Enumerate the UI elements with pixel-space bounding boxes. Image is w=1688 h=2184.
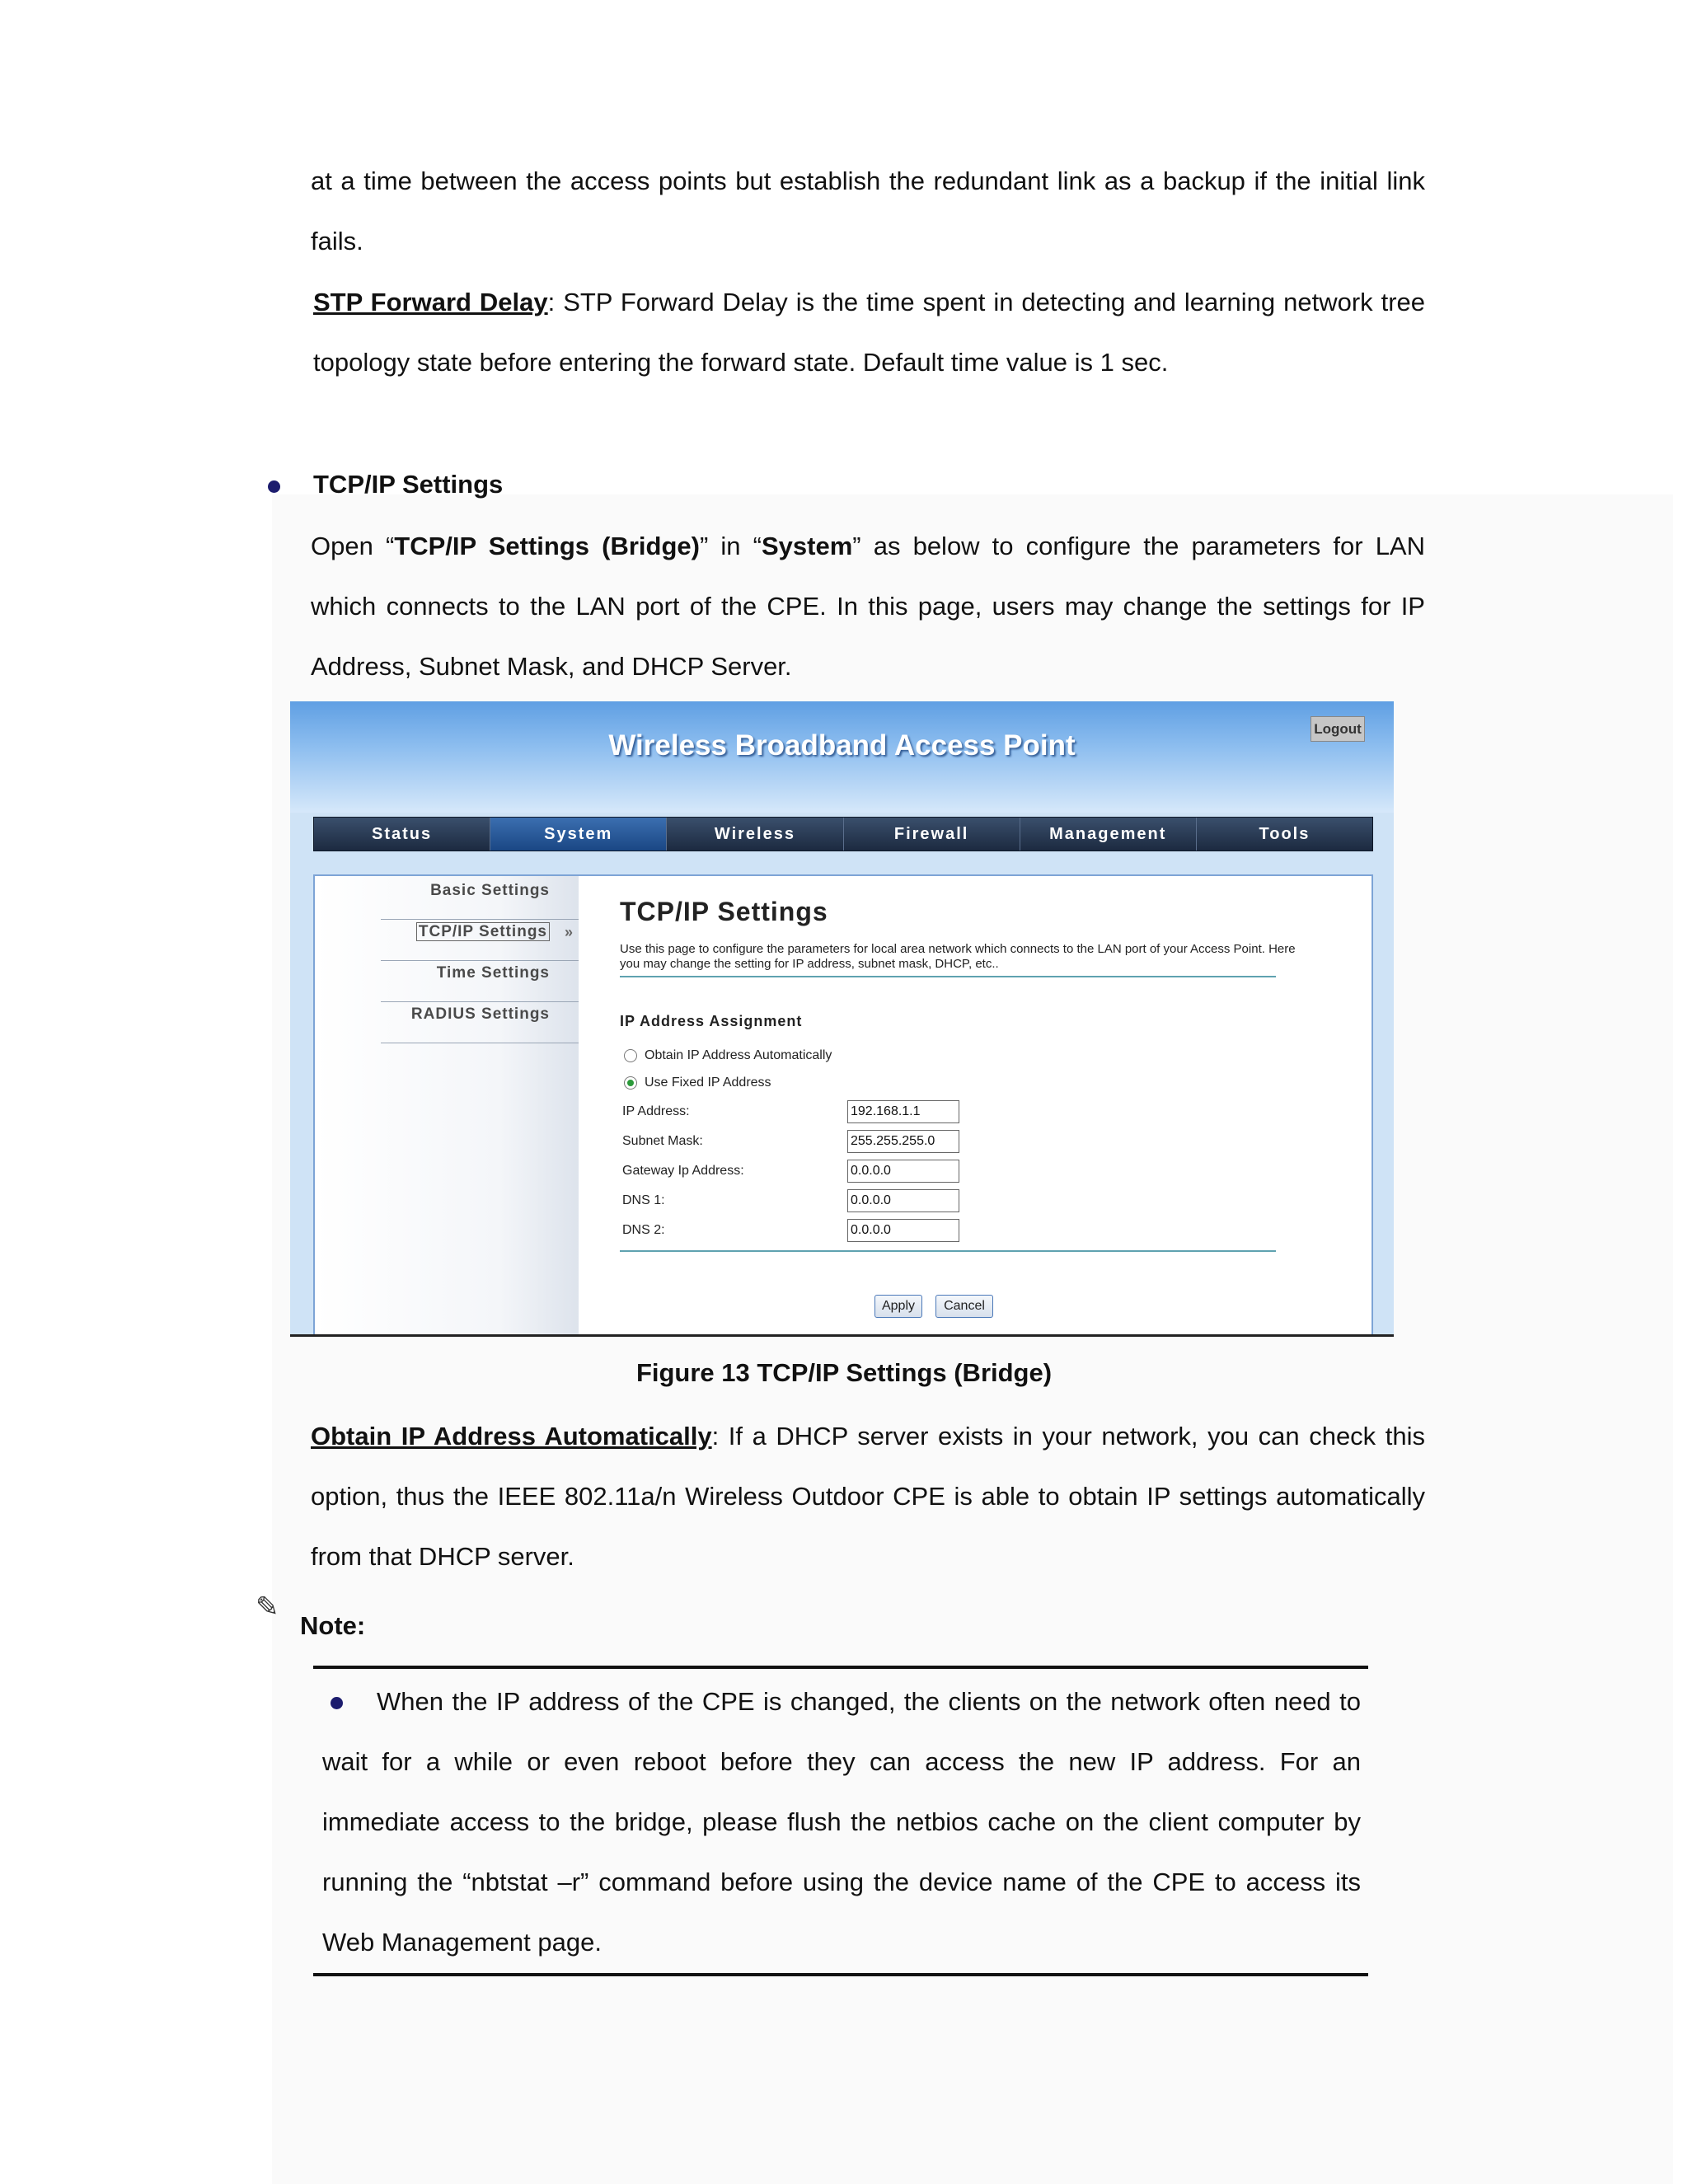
obtain-line: from that DHCP server. — [311, 1542, 574, 1571]
divider — [620, 976, 1276, 977]
note-line: running the “nbtstat –r” command before using the device name of the CPE to access its — [322, 1868, 1361, 1896]
paragraph-line: at a time between the access points but establish the redundant link as a backup if the initial link — [311, 166, 1425, 195]
note-line: wait for a while or even reboot before they can access the new IP address. For an — [322, 1747, 1361, 1776]
radio-obtain-auto[interactable]: Obtain IP Address Automatically — [624, 1048, 832, 1063]
ip-address-label: IP Address: — [622, 1104, 690, 1118]
figure-border — [290, 1334, 1394, 1337]
gateway-label: Gateway Ip Address: — [622, 1164, 744, 1178]
content-panel — [313, 874, 1373, 1336]
gateway-input[interactable]: 0.0.0.0 — [847, 1160, 959, 1183]
page-description: Use this page to configure the parameters for local area network which connects to the LAN port of your Access Point. Here you may change the setting for IP address, subnet mask, DHCP, etc.. — [620, 942, 1296, 971]
divider — [620, 1250, 1276, 1252]
obtain-line: option, thus the IEEE 802.11a/n Wireless Outdoor CPE is able to obtain IP settings automatically — [311, 1482, 1425, 1511]
subnet-mask-label: Subnet Mask: — [622, 1134, 703, 1148]
sidebar-item-time-settings[interactable]: Time Settings — [381, 961, 579, 1002]
page-title: TCP/IP Settings — [620, 897, 828, 926]
section-heading: TCP/IP Settings — [313, 470, 504, 499]
stp-text: : STP Forward Delay is the time spent in detecting and learning network tree — [547, 288, 1426, 316]
arrow-right-icon: » — [564, 924, 574, 940]
ip-address-input[interactable]: 192.168.1.1 — [847, 1100, 959, 1123]
note-bottom-rule — [313, 1973, 1368, 1976]
stp-definition-cont: topology state before entering the forward state. Default time value is 1 sec. — [313, 348, 1169, 377]
intro-line: Open “TCP/IP Settings (Bridge)” in “System” as below to configure the parameters for LAN — [311, 532, 1425, 560]
paragraph-line: fails. — [311, 227, 363, 255]
screenshot-figure — [290, 701, 1394, 1336]
bullet-icon — [268, 480, 280, 493]
dns2-label: DNS 2: — [622, 1223, 665, 1237]
sidebar-item-basic-settings[interactable]: Basic Settings — [381, 879, 579, 920]
dns1-input[interactable]: 0.0.0.0 — [847, 1189, 959, 1212]
cancel-button[interactable]: Cancel — [935, 1295, 993, 1318]
stp-definition — [313, 272, 1425, 332]
note-line: Web Management page. — [322, 1928, 602, 1957]
nav-management[interactable]: Management — [1020, 818, 1197, 851]
app-header — [290, 701, 1394, 813]
nav-system[interactable]: System — [490, 818, 667, 851]
nav-tools[interactable]: Tools — [1259, 825, 1311, 843]
section-title: IP Address Assignment — [620, 1013, 803, 1029]
sidebar-item-radius-settings[interactable]: RADIUS Settings — [381, 1002, 579, 1043]
pencil-icon: ✎ — [256, 1591, 279, 1623]
nav-firewall[interactable]: Firewall — [844, 818, 1020, 851]
radio-fixed-ip[interactable]: Use Fixed IP Address — [624, 1076, 771, 1090]
figure-caption: Figure 13 TCP/IP Settings (Bridge) — [635, 1358, 1053, 1387]
nav-status[interactable]: Status — [314, 818, 490, 851]
intro-line: which connects to the LAN port of the CPE. In this page, users may change the settings for IP — [311, 592, 1425, 621]
obtain-definition: Obtain IP Address Automatically: If a DHCP server exists in your network, you can check this — [311, 1422, 1425, 1451]
sidebar-item-tcpip-settings[interactable]: TCP/IP Settings » — [381, 920, 579, 961]
radio-selected-icon[interactable] — [624, 1076, 637, 1090]
dns2-input[interactable]: 0.0.0.0 — [847, 1219, 959, 1242]
obtain-term: Obtain IP Address Automatically — [311, 1422, 712, 1451]
sidebar — [315, 876, 579, 1336]
stp-term: STP Forward Delay — [313, 288, 548, 316]
apply-button[interactable]: Apply — [874, 1295, 922, 1318]
app-title: Wireless Broadband Access Point — [608, 729, 1076, 762]
note-top-rule — [313, 1666, 1368, 1669]
main-nav — [313, 817, 1373, 851]
note-line: immediate access to the bridge, please flush the netbios cache on the client computer by — [322, 1807, 1361, 1836]
note-label: Note: — [300, 1611, 366, 1640]
intro-line: Address, Subnet Mask, and DHCP Server. — [311, 652, 792, 681]
radio-icon[interactable] — [624, 1049, 637, 1062]
nav-wireless[interactable]: Wireless — [667, 818, 843, 851]
note-line: When the IP address of the CPE is changed, the clients on the network often need to — [377, 1687, 1361, 1716]
logout-button[interactable]: Logout — [1311, 716, 1365, 742]
subnet-mask-input[interactable]: 255.255.255.0 — [847, 1130, 959, 1153]
dns1-label: DNS 1: — [622, 1193, 665, 1207]
bullet-icon — [331, 1697, 343, 1709]
